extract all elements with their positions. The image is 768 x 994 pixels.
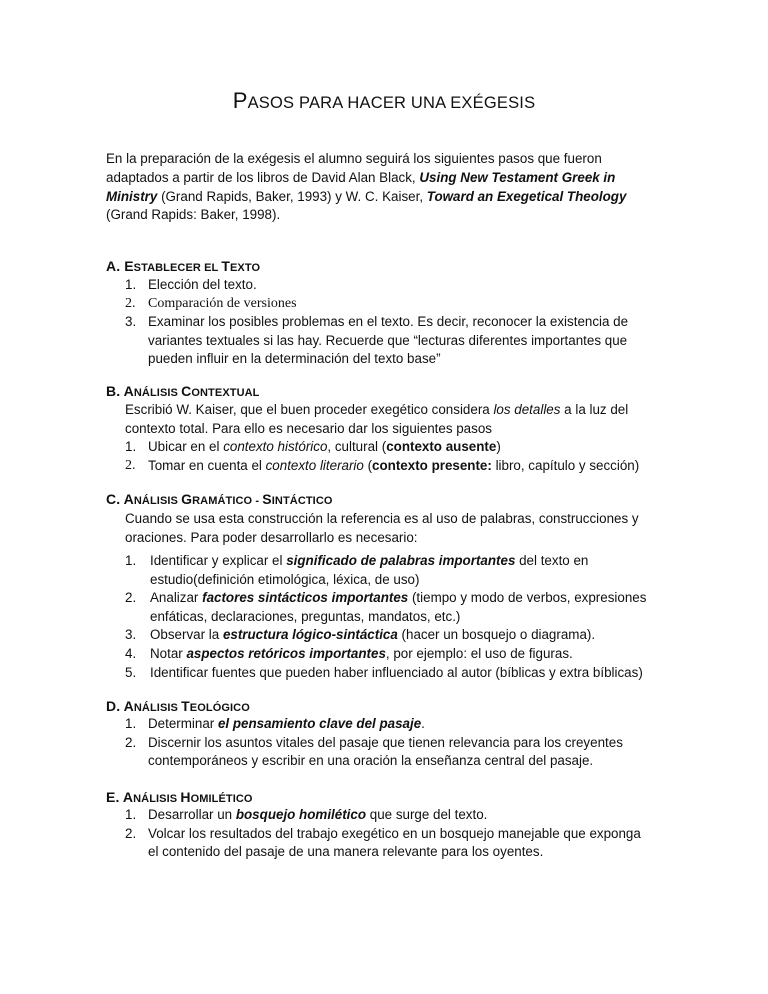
section-b-paragraph: Escribió W. Kaiser, que el buen proceder exegético considera los detalles a la luz del contexto total. Para ello es necesario dar los siguientes pasos xyxy=(125,402,629,436)
list-item: 4. Notar aspectos retóricos importantes, por ejemplo: el uso de figuras. xyxy=(125,645,573,661)
section-c-heading: C. ANÁLISIS GRAMÁTICO - SINTÁCTICO xyxy=(106,491,333,507)
page-title: PASOS PARA HACER UNA EXÉGESIS xyxy=(232,88,536,113)
section-d-heading: D. ANÁLISIS TEOLÓGICO xyxy=(106,698,250,714)
list-item: 1. Identificar y explicar el significado de palabras importantes del texto en estudio(definición etimológica, léxica, de uso) xyxy=(125,553,589,587)
list-item: 5. Identificar fuentes que pueden haber influenciado al autor (bíblicas y extra bíblicas) xyxy=(125,664,643,680)
section-d-list xyxy=(125,715,670,771)
list-item: 2. Analizar factores sintácticos importantes (tiempo y modo de verbos, expresiones enfáticas, declaraciones, preguntas, mandatos, etc.) xyxy=(125,590,647,624)
section-b-heading: B. ANÁLISIS CONTEXTUAL xyxy=(106,383,260,399)
list-item: 2. Volcar los resultados del trabajo exegético en un bosquejo manejable que exponga el contenido del pasaje de una manera relevante para los oyentes. xyxy=(125,825,641,860)
intro-paragraph xyxy=(106,150,666,225)
intro-line: adaptados a partir de los libros de David Alan Black, Using New Testament Greek in xyxy=(106,169,616,185)
section-c-list xyxy=(125,552,670,682)
section-e-heading: E. ANÁLISIS HOMILÉTICO xyxy=(106,789,253,805)
list-item: 2. Tomar en cuenta el contexto literario (contexto presente: libro, capítulo y sección) xyxy=(125,457,640,473)
list-item: 1. Elección del texto. xyxy=(125,277,257,292)
section-b-list xyxy=(125,438,670,475)
section-a-list xyxy=(125,276,670,369)
list-item: 3. Observar la estructura lógico-sintáctica (hacer un bosquejo o diagrama). xyxy=(125,627,596,643)
section-a-heading: A. ESTABLECER EL TEXTO xyxy=(106,258,261,274)
list-item: 1. Ubicar en el contexto histórico, cultural (contexto ausente) xyxy=(125,439,501,454)
list-item: 1. Desarrollar un bosquejo homilético que surge del texto. xyxy=(125,807,488,822)
section-e-list xyxy=(125,806,670,862)
list-item: 1. Determinar el pensamiento clave del pasaje. xyxy=(125,716,425,731)
intro-line: (Grand Rapids: Baker, 1998). xyxy=(106,207,281,223)
list-item: 3. Examinar los posibles problemas en el texto. Es decir, reconocer la existencia de variantes textuales si las hay. Recuerde que “lecturas diferentes importantes que pueden influir en la determinación del texto base” xyxy=(125,314,629,367)
intro-line: En la preparación de la exégesis el alumno seguirá los siguientes pasos que fueron xyxy=(106,151,602,166)
list-item: 2. Discernir los asuntos vitales del pasaje que tienen relevancia para los creyentes contemporáneos y escribir en una oración la enseñanza central del pasaje. xyxy=(125,734,623,769)
intro-line: Ministry (Grand Rapids, Baker, 1993) y W. C. Kaiser, Toward an Exegetical Theology xyxy=(106,188,627,204)
list-item: 2. Comparación de versiones xyxy=(125,295,297,311)
section-c-paragraph: Cuando se usa esta construcción la referencia es al uso de palabras, construcciones y oraciones. Para poder desarrollarlo es necesario: xyxy=(125,511,639,545)
